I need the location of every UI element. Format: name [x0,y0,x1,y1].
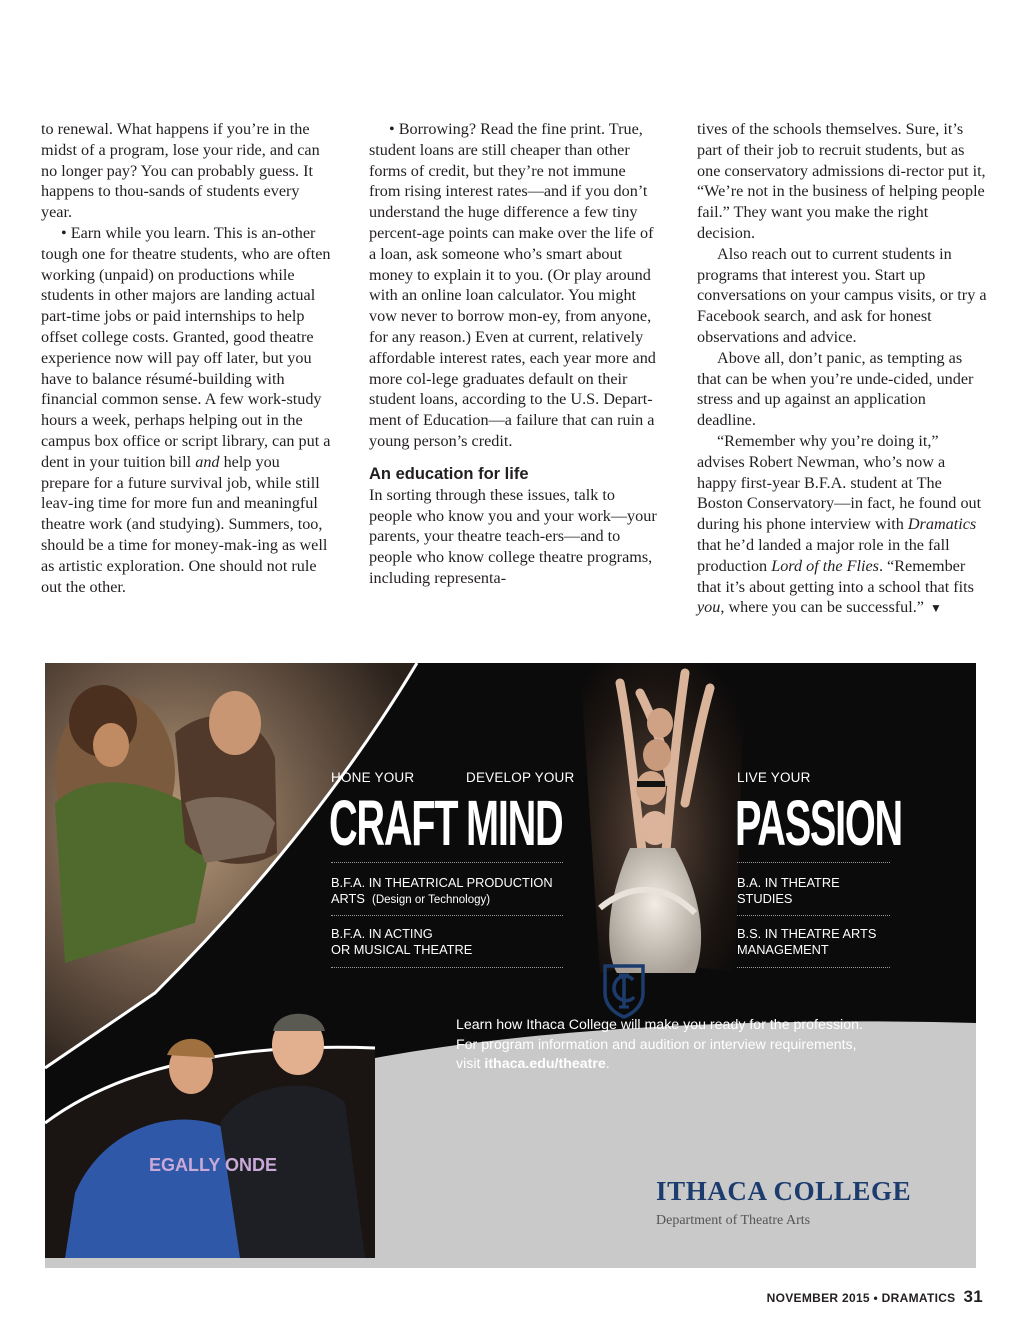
ad-call-to-action: Learn how Ithaca College will make you ready for the profession. For program information and audition or interview requirements, visit ithaca.edu/theatre. [456,1017,863,1072]
page-number: 31 [963,1287,983,1306]
college-name: ITHACA COLLEGE [656,1176,912,1206]
passion-heading: PASSION [735,787,902,859]
degree-bfa-acting: B.F.A. IN ACTING OR MUSICAL THEATRE [331,926,473,957]
passion-kicker: LIVE YOUR [737,770,811,785]
article-column-2 [369,119,659,589]
mind-kicker: DEVELOP YOUR [466,770,575,785]
divider [737,862,890,863]
paragraph: to renewal. What happens if you’re in the midst of a program, lose your ride, and can no longer pay? You can probably guess. It happens to thou-sands of students every year. [41,120,320,222]
divider [331,862,563,863]
paragraph: • Earn while you learn. This is an-other tough one for theatre students, who are often working (unpaid) on productions while students in other majors are landing actual part-time jobs or paid internships to help offset college costs. Granted, good theatre experience now will pay off later, but you have to balance résumé-building with financial common sense. A few work-study hours a week, perhaps helping out in the campus box office or script library, can put a dent in your tuition bill and help you prepare for a future survival job, while still leav-ing time for more fun and meaningful theatre work (and studying). Summers, too, should be a time for money-mak-ing as well as artistic exploration. One should not rule out the other. [41,223,331,596]
theatre-url-link[interactable]: ithaca.edu/theatre [484,1056,606,1072]
ithaca-college-advertisement [45,663,976,1268]
paragraph: Above all, don’t panic, as tempting as that can be when you’re unde-cided, under stress and up against an application deadline. [697,348,974,430]
end-mark-icon: ▼ [929,601,942,616]
degree-bs-management: B.S. IN THEATRE ARTS MANAGEMENT [737,926,877,957]
section-heading: An education for life [369,464,529,483]
article-column-3 [697,119,987,619]
divider [737,915,890,916]
mind-heading: MIND [466,787,563,859]
divider [737,967,890,968]
degree-bfa-production: B.F.A. IN THEATRICAL PRODUCTION ARTS (Design or Technology) [331,875,553,906]
department-name: Department of Theatre Arts [656,1213,811,1228]
shirt-text: EGALLY ONDE [149,1155,278,1175]
paragraph: “Remember why you’re doing it,” advises Robert Newman, who’s now a happy first-year B.F.A. student at The Boston Conservatory—in fact, he found out during his phone interview with Dramatics that he’d landed a major role in the fall production Lord of the Flies. “Remember that it’s about getting into a school that fits you, where you can be successful.” ▼ [697,431,982,617]
degree-ba-theatre: B.A. IN THEATRE STUDIES [737,875,840,906]
divider [331,967,563,968]
craft-kicker: HONE YOUR [331,770,415,785]
issue-label: NOVEMBER 2015 • DRAMATICS [766,1291,956,1305]
paragraph: tives of the schools themselves. Sure, it’s part of their job to recruit students, but as one conservatory admissions di-rector put it, “We’re not in the business of helping people fail.” They want you make the right decision. [697,120,986,242]
page-footer [767,1287,983,1307]
article-column-1 [41,119,331,597]
ithaca-shield-icon [602,963,646,1019]
paragraph: Also reach out to current students in programs that interest you. Start up conversations on your campus visits, or try a Facebook search, and ask for honest observations and advice. [697,244,987,346]
divider [331,915,563,916]
paragraph: In sorting through these issues, talk to people who know you and your work—your parents, your theatre teach-ers—and to people who know college theatre programs, including representa- [369,485,657,587]
craft-heading: CRAFT [329,787,458,859]
paragraph: • Borrowing? Read the fine print. True, student loans are still cheaper than other forms of credit, but they’re not immune from rising interest rates—and if you don’t understand the huge difference a few tiny percent-age points can make over the life of a loan, ask someone who’s smart about money to explain it to you. (Or play around with an online loan calculator. You might vow never to borrow mon-ey, from anyone, for any reason.) Even at current, relatively affordable interest rates, each year more and more col-lege graduates default on their student loans, according to the U.S. Depart-ment of Education—a failure that can ruin a young person’s credit. [369,120,656,450]
